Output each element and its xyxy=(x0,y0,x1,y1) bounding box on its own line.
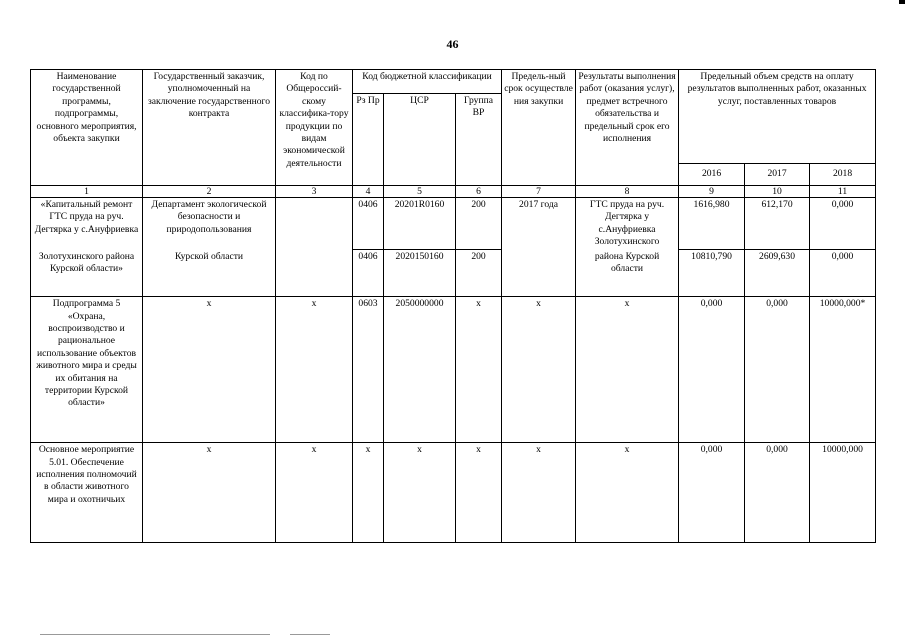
col-number: 11 xyxy=(810,186,876,198)
row1-okpd xyxy=(276,198,353,297)
table-row xyxy=(31,297,876,443)
row1-customer-part2: Курской области xyxy=(143,250,276,297)
header-customer: Государственный заказчик, уполномоченный на заключение государственного контракта xyxy=(143,70,276,186)
header-name: Наименование государственной программы, подпрограммы, основного мероприятия, объекта закупки xyxy=(31,70,143,186)
col-number: 10 xyxy=(745,186,810,198)
row2-rzpr: 0603 xyxy=(353,297,384,443)
header-volume: Предельный объем средств на оплату результатов выполненных работ, оказанных услуг, поставленных товаров xyxy=(679,70,876,164)
page-number: 46 xyxy=(446,37,459,51)
row1-csr-2: 2020150160 xyxy=(384,250,456,297)
col-number: 2 xyxy=(143,186,276,198)
row2-okpd: x xyxy=(276,297,353,443)
header-okpd: Код по Общероссий-скому классифика-тору продукции по видам экономической деятельности xyxy=(276,70,353,186)
header-results: Результаты выполнения работ (оказания услуг), предмет встречного обязательства и предельный срок его исполнения xyxy=(576,70,679,186)
row1-csr-1: 20201R0160 xyxy=(384,198,456,250)
row1-vr-1: 200 xyxy=(456,198,502,250)
row1-2016-2: 10810,790 xyxy=(679,250,745,297)
col-number: 4 xyxy=(353,186,384,198)
row1-rzpr-2: 0406 xyxy=(353,250,384,297)
row3-results: x xyxy=(576,443,679,543)
row2-vr: x xyxy=(456,297,502,443)
row1-2018-2: 0,000 xyxy=(810,250,876,297)
table-row xyxy=(31,443,876,543)
col-number: 3 xyxy=(276,186,353,198)
row3-term: x xyxy=(502,443,576,543)
row1-rzpr-1: 0406 xyxy=(353,198,384,250)
header-vr: Группа ВР xyxy=(456,94,502,186)
header-year-2018: 2018 xyxy=(810,164,876,186)
row3-customer: x xyxy=(143,443,276,543)
scan-artifact-line xyxy=(40,634,270,635)
row3-2018: 10000,000 xyxy=(810,443,876,543)
scan-artifact-line xyxy=(290,634,330,635)
row3-csr: x xyxy=(384,443,456,543)
row2-2016: 0,000 xyxy=(679,297,745,443)
col-number: 1 xyxy=(31,186,143,198)
col-number: 9 xyxy=(679,186,745,198)
row1-2017-2: 2609,630 xyxy=(745,250,810,297)
column-numbers-row xyxy=(31,186,876,198)
header-year-2017: 2017 xyxy=(745,164,810,186)
procurement-table xyxy=(30,69,876,543)
row2-csr: 2050000000 xyxy=(384,297,456,443)
row1-results-part1: ГТС пруда на руч. Дегтярка у с.Ануфриевка Золотухинского xyxy=(576,198,679,250)
row2-customer: x xyxy=(143,297,276,443)
row3-name: Основное мероприятие 5.01. Обеспечение исполнения полномочий в области животного мира и охотничьих xyxy=(31,443,143,543)
col-number: 6 xyxy=(456,186,502,198)
col-number: 5 xyxy=(384,186,456,198)
row1-2018-1: 0,000 xyxy=(810,198,876,250)
table-row xyxy=(31,198,876,250)
row1-2017-1: 612,170 xyxy=(745,198,810,250)
row2-term: x xyxy=(502,297,576,443)
header-year-2016: 2016 xyxy=(679,164,745,186)
col-number: 8 xyxy=(576,186,679,198)
header-rzpr: Рз Пр xyxy=(353,94,384,186)
header-term: Предель-ный срок осуществле ния закупки xyxy=(502,70,576,186)
row1-vr-2: 200 xyxy=(456,250,502,297)
col-number: 7 xyxy=(502,186,576,198)
header-budget-code: Код бюджетной классификации xyxy=(353,70,502,94)
row2-2017: 0,000 xyxy=(745,297,810,443)
row3-2016: 0,000 xyxy=(679,443,745,543)
scan-corner-mark xyxy=(899,0,905,4)
row1-results-part2: района Курской области xyxy=(576,250,679,297)
row3-vr: x xyxy=(456,443,502,543)
row1-customer-part1: Департамент экологической безопасности и природопользования xyxy=(143,198,276,250)
row1-name-part2: Золотухинского района Курской области» xyxy=(31,250,143,297)
header-csr: ЦСР xyxy=(384,94,456,186)
row1-term: 2017 года xyxy=(502,198,576,297)
header-row-1 xyxy=(31,70,876,94)
row3-2017: 0,000 xyxy=(745,443,810,543)
row2-results: x xyxy=(576,297,679,443)
row1-name-part1: «Капитальный ремонт ГТС пруда на руч. Дегтярка у с.Ануфриевка xyxy=(31,198,143,250)
row1-2016-1: 1616,980 xyxy=(679,198,745,250)
table-row xyxy=(31,250,876,297)
row2-name: Подпрограмма 5 «Охрана, воспроизводство и рациональное использование объектов животного мира и среды их обитания на территории Курской области» xyxy=(31,297,143,443)
row2-2018: 10000,000* xyxy=(810,297,876,443)
row3-rzpr: x xyxy=(353,443,384,543)
row3-okpd: x xyxy=(276,443,353,543)
